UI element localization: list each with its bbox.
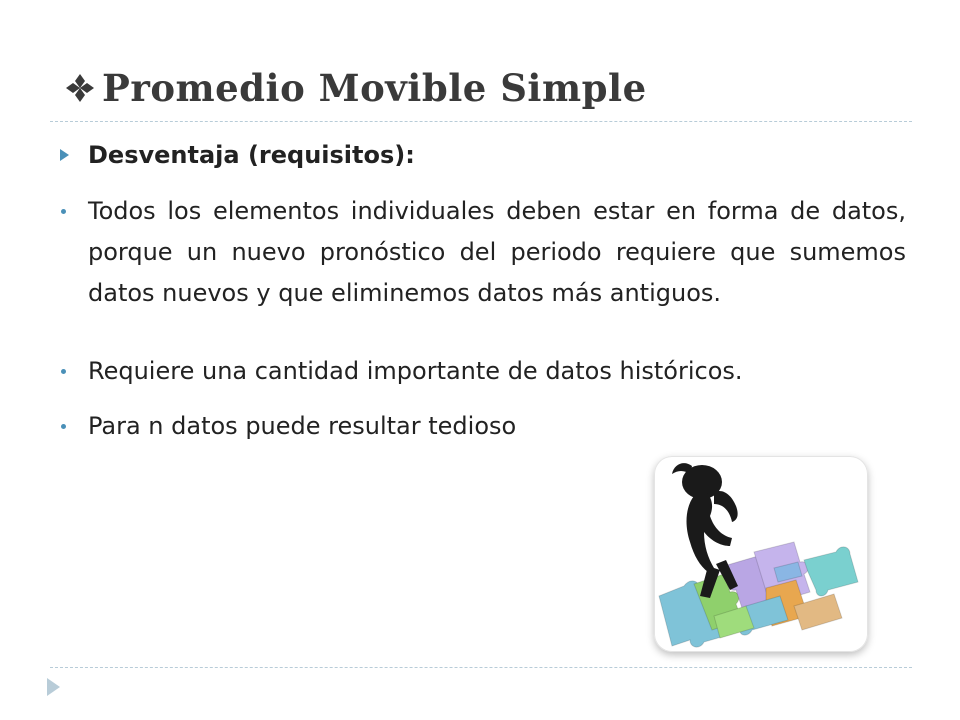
puzzle-thinker-illustration <box>654 456 868 652</box>
section-heading: Desventaja (requisitos): <box>88 141 415 169</box>
triangle-arrow-icon <box>58 148 70 162</box>
bullet-text: Para n datos puede resultar tedioso <box>88 412 517 440</box>
slide-title-text: Promedio Movible Simple <box>102 66 647 110</box>
bullet-item <box>58 406 908 447</box>
top-divider <box>50 121 912 122</box>
bullet-item <box>58 351 908 392</box>
bullet-item <box>58 191 908 314</box>
bullet-text: Todos los elementos individuales deben estar en forma de datos, porque un nuevo pronóstico del periodo requiere que sumemos datos nuevos y que eliminemos datos más antiguos. <box>88 197 906 307</box>
bullet-text: Requiere una cantidad importante de datos históricos. <box>88 357 743 385</box>
triangle-arrow-icon <box>44 676 62 698</box>
dot-bullet-icon <box>61 424 66 429</box>
dot-bullet-icon <box>61 209 66 214</box>
puzzle-thinker-image <box>654 456 868 652</box>
section-heading-row <box>58 135 908 176</box>
diamond-cluster-icon <box>60 68 100 108</box>
dot-bullet-icon <box>61 369 66 374</box>
slide-title <box>60 66 920 110</box>
bottom-divider <box>50 667 912 668</box>
slide-body <box>58 135 908 440</box>
